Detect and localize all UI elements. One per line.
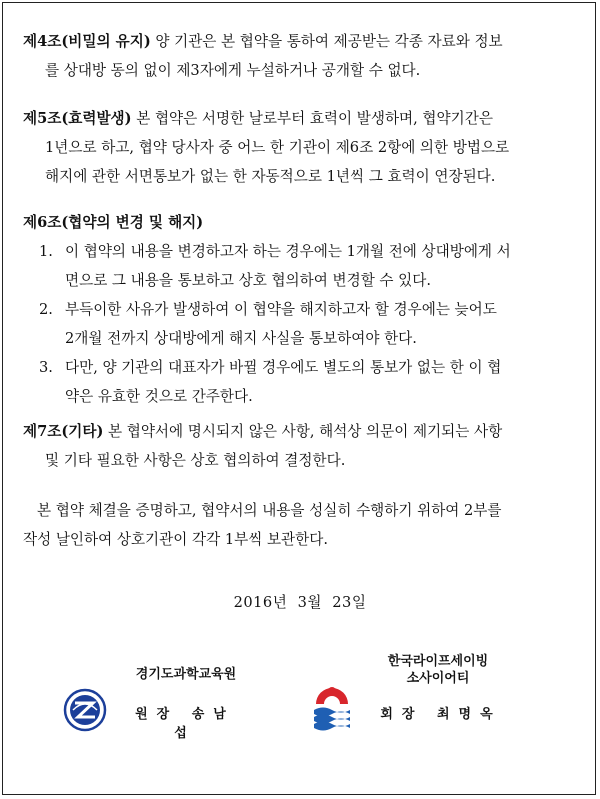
list-item-text: 약은 유효한 것으로 간주한다. bbox=[65, 388, 253, 405]
document-page bbox=[2, 2, 596, 795]
list-item-text: 면으로 그 내용을 통보하고 상호 협의하여 변경할 수 있다. bbox=[65, 272, 431, 289]
article-7-text: 및 기타 필요한 사항은 상호 협의하여 결정한다. bbox=[45, 452, 346, 469]
article-5-text: 해지에 관한 서면통보가 없는 한 자동적으로 1년씩 그 효력이 연장된다. bbox=[45, 168, 496, 185]
list-item bbox=[23, 295, 583, 353]
party-left-signer: 원장 송남섭 bbox=[135, 707, 235, 741]
gyeonggi-science-education-logo-icon bbox=[63, 688, 107, 732]
article-7 bbox=[23, 417, 583, 475]
list-item-text: 2개월 전까지 상대방에게 해지 사실을 통보하여야 한다. bbox=[65, 330, 417, 347]
list-item-number: 2. bbox=[39, 301, 53, 318]
article-4-text: 를 상대방 동의 없이 제3자에게 누설하거나 공개할 수 없다. bbox=[45, 62, 421, 79]
list-item-number: 1. bbox=[39, 243, 53, 260]
article-5-text: 본 협약은 서명한 날로부터 효력이 발생하며, 협약기간은 bbox=[131, 110, 493, 127]
list-item bbox=[23, 353, 583, 411]
article-4 bbox=[23, 27, 583, 85]
party-right-signer: 회장 최명옥 bbox=[380, 707, 502, 722]
article-6 bbox=[23, 208, 583, 411]
list-item-text: 다만, 양 기관의 대표자가 바뀔 경우에도 별도의 통보가 없는 한 이 협 bbox=[65, 359, 502, 376]
list-item bbox=[23, 237, 583, 295]
article-6-title: 제6조(협약의 변경 및 해지) bbox=[23, 214, 204, 231]
article-5 bbox=[23, 104, 583, 191]
article-7-text: 본 협약서에 명시되지 않은 사항, 해석상 의문이 제기되는 사항 bbox=[103, 423, 503, 440]
article-5-title: 제5조(효력발생) bbox=[23, 110, 132, 127]
closing-text: 작성 날인하여 상호기관이 각각 1부씩 보관한다. bbox=[23, 531, 328, 548]
party-right-org-line: 한국라이프세이빙 bbox=[387, 654, 489, 669]
article-4-text: 양 기관은 본 협약을 통하여 제공받는 각종 자료와 정보 bbox=[150, 33, 503, 50]
closing-statement bbox=[23, 496, 583, 554]
list-item-number: 3. bbox=[39, 359, 53, 376]
signing-date: 2016년 3월 23일 bbox=[233, 594, 367, 611]
list-item-text: 이 협약의 내용을 변경하고자 하는 경우에는 1개월 전에 상대방에게 서 bbox=[65, 243, 511, 260]
party-right-org-line: 소사이어티 bbox=[406, 671, 470, 686]
list-item-text: 부득이한 사유가 발생하여 이 협약을 해지하고자 할 경우에는 늦어도 bbox=[65, 301, 497, 318]
lifesaving-society-logo-icon bbox=[310, 682, 354, 732]
closing-text: 본 협약 체결을 증명하고, 협약서의 내용을 성실히 수행하기 위하여 2부를 bbox=[37, 502, 502, 519]
article-4-title: 제4조(비밀의 유지) bbox=[23, 33, 151, 50]
article-6-list bbox=[23, 237, 583, 411]
party-right-org bbox=[353, 653, 523, 687]
article-5-text: 1년으로 하고, 협약 당사자 중 어느 한 기관이 제6조 2항에 의한 방법으로 bbox=[45, 139, 510, 156]
article-7-title: 제7조(기타) bbox=[23, 423, 104, 440]
party-left-org: 경기도과학교육원 bbox=[135, 667, 237, 682]
